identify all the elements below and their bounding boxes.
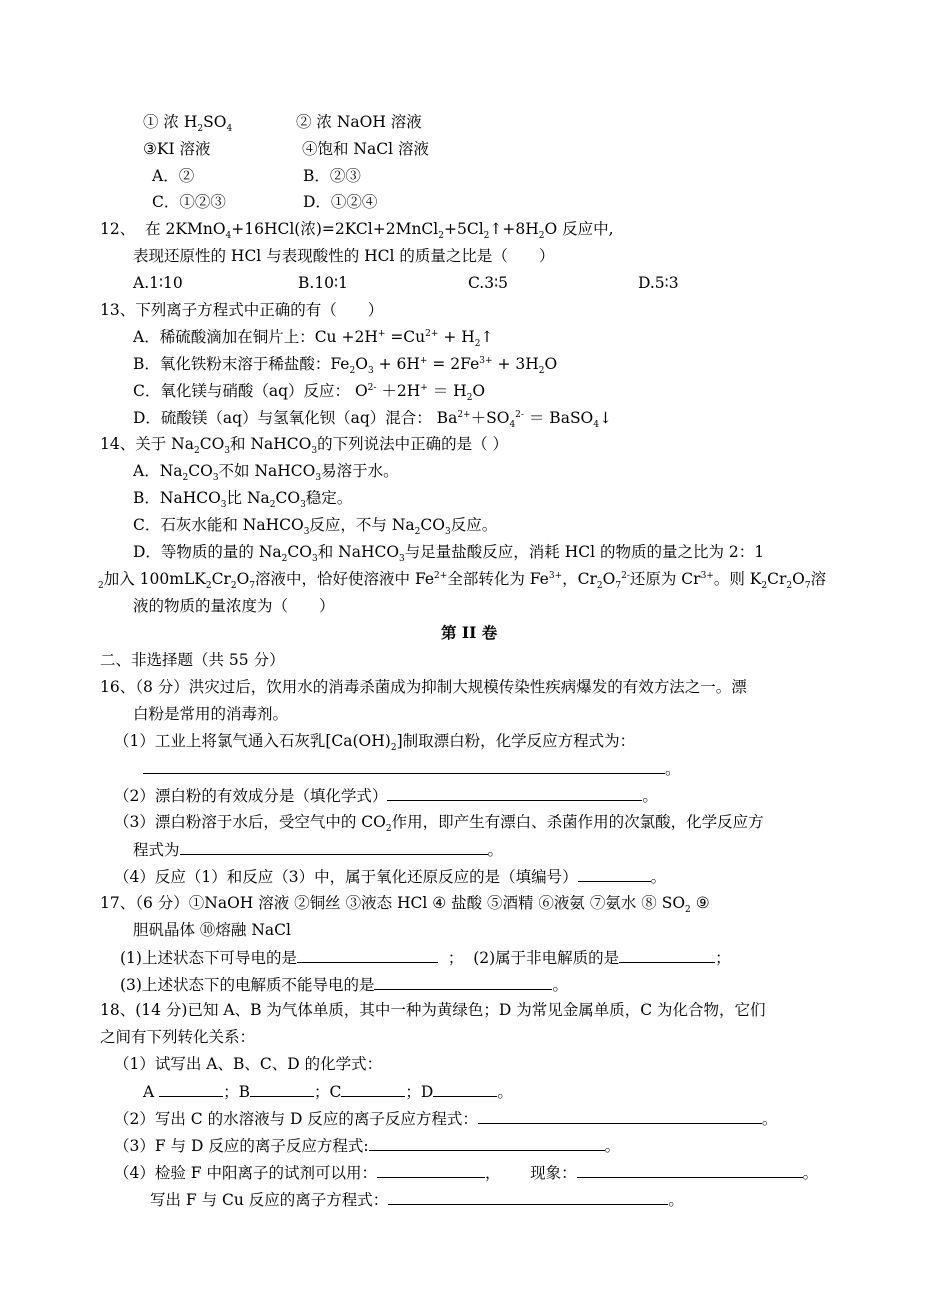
q11-choice-b: B．②③ bbox=[303, 167, 361, 185]
q16-part1-blank[interactable] bbox=[143, 758, 665, 774]
q18-part4: （4）检验 F 中阳离子的试剂可以用： ， 现象： 。 bbox=[114, 1164, 819, 1182]
q13-stem: 13、下列离子方程式中正确的有（ ） bbox=[100, 301, 384, 319]
q17-part2-blank[interactable] bbox=[619, 947, 715, 963]
q17-stem-line2: 胆矾晶体 ⑩熔融 NaCl bbox=[133, 921, 291, 939]
q15-stem: $_2$加入 $100mLK_2Cr_2O_7$溶液中，恰好使溶液中 $Fe^{2+}$全部转化为 $Fe^{3+}$，$Cr_2O_7^{2-}$还原为 $Cr^{3+}$。则 $K_2Cr_2O_7$溶 bbox=[98, 570, 827, 592]
q14-choice-a: A．$Na_2CO_3$不如 NaHCO$_3$易溶于水。 bbox=[133, 462, 399, 484]
q11-option-1: ① 浓 $H_2SO_4$ bbox=[143, 113, 233, 135]
q14-choice-d: D．等物质的量的 $Na_2CO_3$和 NaHCO$_3$与足量盐酸反应，消耗 HCl 的物质的量之比为 2：1 bbox=[133, 543, 765, 565]
q15-stem-line2: 液的物质的量浓度为（ ） bbox=[133, 597, 335, 615]
q16-part4: （4）反应（1）和反应（3）中，属于氧化还原反应的是（填编号） 。 bbox=[114, 868, 667, 886]
q16-stem-line2: 白粉是常用的消毒剂。 bbox=[133, 705, 289, 723]
q18-part5-blank[interactable] bbox=[388, 1189, 668, 1205]
q11-option-4: ④饱和 NaCl 溶液 bbox=[302, 140, 429, 158]
q11-option-3: ③KI 溶液 bbox=[143, 140, 211, 158]
q13-choice-a: A．稀硫酸滴加在铜片上：$Cu +2H^+ =Cu^{2+}$ + $H_2↑$ bbox=[133, 328, 494, 350]
q17-part3-blank[interactable] bbox=[374, 974, 552, 990]
q16-part3: （3）漂白粉溶于水后，受空气中的 $CO_2$作用，即产生有漂白、杀菌作用的次氯酸，化学反应方 bbox=[114, 813, 764, 835]
q11-choice-c: C．①②③ bbox=[152, 193, 226, 211]
q17-stem: 17、（6 分）①NaOH 溶液 ②铜丝 ③液态 HCl ④ 盐酸 ⑤酒精 ⑥液氨 ⑦氨水 ⑧ $SO_2$ ⑨ bbox=[100, 894, 710, 916]
q18-part1-answers: A ；B ；C ；D 。 bbox=[143, 1083, 513, 1101]
q16-part1-answer: 。 bbox=[143, 758, 681, 779]
q18-stem: 18、(14 分)已知 A、B 为气体单质，其中一种为黄绿色；D 为常见金属单质，C 为化合物，它们 bbox=[100, 1001, 766, 1019]
q17-part1-blank[interactable] bbox=[297, 947, 438, 963]
q13-choice-d: D．硫酸镁（aq）与氢氧化钡（aq）混合： $Ba^{2+}+SO_4^{2-}$ ＝ BaSO$_4$↓ bbox=[133, 409, 612, 431]
q11-option-2: ② 浓 NaOH 溶液 bbox=[296, 113, 422, 131]
section2-heading: 二、非选择题（共 55 分） bbox=[100, 651, 285, 669]
q17-part3: (3)上述状态下的电解质不能导电的是 。 bbox=[120, 976, 568, 994]
q16-part4-blank[interactable] bbox=[578, 866, 651, 882]
q11-choice-a: A．② bbox=[152, 167, 195, 185]
q18-part2-blank[interactable] bbox=[478, 1108, 762, 1124]
part2-title: 第 II 卷 bbox=[441, 623, 498, 642]
q12-choice-d: D.5∶3 bbox=[638, 274, 679, 292]
q16-part2: （2）漂白粉的有效成分是（填化学式） 。 bbox=[114, 787, 658, 805]
q18-stem-line2: 之间有下列转化关系： bbox=[100, 1028, 256, 1046]
q16-stem: 16、（8 分）洪灾过后，饮用水的消毒杀菌成为抑制大规模传染性疾病爆发的有效方法之一。漂 bbox=[100, 678, 747, 696]
q18-d-blank[interactable] bbox=[433, 1081, 497, 1097]
q12-choice-a: A.1∶10 bbox=[133, 274, 183, 292]
q13-choice-b: B．氧化铁粉末溶于稀盐酸：$Fe_2O_3 + 6H^+ = 2Fe^{3+} + 3H_2O$ bbox=[133, 355, 558, 377]
q14-choice-c: C．石灰水能和 NaHCO$_3$反应，不与 $Na_2CO_3$反应。 bbox=[133, 516, 498, 538]
q14-stem: 14、关于 $Na_2CO_3$和 NaHCO$_3$的下列说法中正确的是（ ） bbox=[100, 435, 509, 457]
q18-part5: 写出 F 与 Cu 反应的离子方程式： 。 bbox=[150, 1191, 684, 1209]
q18-part1: （1）试写出 A、B、C、D 的化学式： bbox=[114, 1055, 383, 1073]
q12-choice-c: C.3∶5 bbox=[468, 274, 508, 292]
q18-part3: （3）F 与 D 反应的离子反应方程式: 。 bbox=[114, 1137, 621, 1155]
q18-a-blank[interactable] bbox=[159, 1081, 223, 1097]
q14-choice-b: B．NaHCO$_3$比 $Na_2CO_3$稳定。 bbox=[133, 489, 353, 511]
q11-choice-d: D．①②④ bbox=[303, 193, 378, 211]
q16-part3-answer: 程式为 。 bbox=[133, 841, 504, 859]
q18-b-blank[interactable] bbox=[250, 1081, 314, 1097]
q18-part2: （2）写出 C 的水溶液与 D 反应的离子反应方程式： 。 bbox=[114, 1110, 778, 1128]
q18-part4-reagent-blank[interactable] bbox=[377, 1162, 485, 1178]
q18-part3-blank[interactable] bbox=[369, 1135, 605, 1151]
q18-c-blank[interactable] bbox=[341, 1081, 405, 1097]
q13-choice-c: C．氧化镁与硝酸（aq）反应： $O^{2-} +2H^+ = H_2O$ bbox=[133, 382, 486, 404]
q16-part2-blank[interactable] bbox=[387, 785, 642, 801]
q18-part4-phenomenon-blank[interactable] bbox=[577, 1162, 803, 1178]
q12-stem: 12、 在 2KMnO$_4$+16HCl(浓)$=2KCl+2MnCl_2+5Cl_2↑+8H_2O$ 反应中, bbox=[100, 220, 614, 242]
q12-stem-line2: 表现还原性的 HCl 与表现酸性的 HCl 的质量之比是（ ） bbox=[133, 247, 555, 265]
q12-choice-b: B.10∶1 bbox=[298, 274, 348, 292]
q16-part3-blank[interactable] bbox=[180, 839, 488, 855]
q17-part1: (1)上述状态下可导电的是 ； (2)属于非电解质的是 ； bbox=[120, 949, 731, 967]
q16-part1: （1）工业上将氯气通入石灰乳$[Ca(OH)_2]$制取漂白粉，化学反应方程式为： bbox=[114, 732, 636, 754]
